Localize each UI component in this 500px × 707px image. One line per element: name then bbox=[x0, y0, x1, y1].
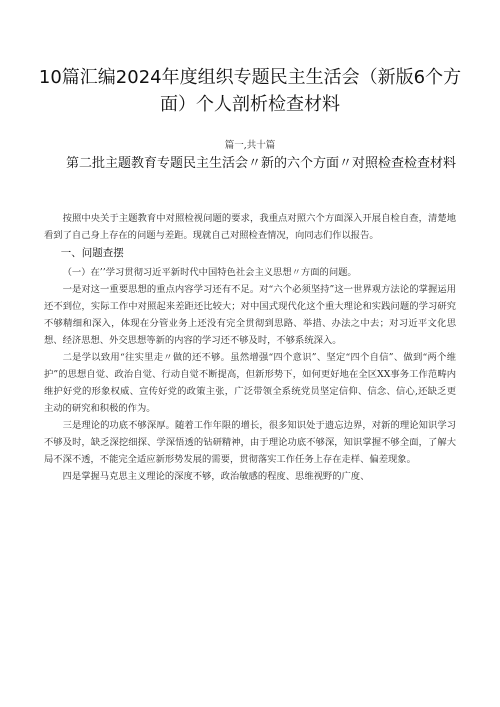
paragraph-4: 四是掌握马克思主义理论的深度不够，政治敏感的程度、思维视野的广度、 bbox=[62, 471, 370, 482]
subtitle: 篇一,共十篇 bbox=[224, 140, 276, 151]
intro-paragraph: 按照中央关于主题教育中对照检视问题的要求，我重点对照六个方面深入开展自检自查，清楚地看到了自己身上存在的问题与差距。现就自己对照检查情况，向同志们作以报告。 bbox=[44, 213, 456, 241]
paragraph-1: 一是对这一重要思想的重点内容学习还有不足。对“六个必须坚持”这一世界观方法论的掌握运用还不到位，实际工作中对照起来差距还比较大；对中国式现代化这个重大理论和实践问题的学习研究不够精细和深入，体现在分管业务上还没有完全贯彻到思路、举措、办法之中去；对习近平文化思想、经济思想、外交思想等新的内容的学习还不够及时，不够系统深入。 bbox=[44, 284, 456, 346]
sub-heading-study: （一）在’’学习贯彻习近平新时代中国特色社会主义思想〃方面的问题。 bbox=[62, 267, 357, 278]
section-title: 第二批主题教育专题民主生活会〃新的六个方面〃对照检查检查材料 bbox=[65, 156, 456, 171]
paragraph-2: 二是学以致用“往实里走〃做的还不够。虽然增强“四个意识”、坚定“四个自信”、做到“两个维护”的思想自觉、政治自觉、行动自觉不断提高，但新形势下，如何更好地在全区XX事务工作范畴内维护好党的形象权威、宣传好党的政策主张，广泛带领全系统党员坚定信仰、信念、信心,还缺乏更主动的研究和积极的作为。 bbox=[44, 352, 456, 414]
heading-problems: 一、问题查摆 bbox=[60, 247, 124, 259]
main-title: 10篇汇编2024年度组织专题民主生活会（新版6个方面）个人剖析检查材料 bbox=[38, 67, 462, 115]
document-body bbox=[44, 210, 456, 485]
paragraph-3: 三是理论的功底不够深厚。随着工作年限的增长，很多知识处于遗忘边界，对新的理论知识学习不够及时，缺乏深挖细探、学深悟透的钻研精神，由于理论功底不够深，知识掌握不够全面，了解大局不深不透，不能完全适应新形势发展的需要，贯彻落实工作任务上存在走样、偏差现象。 bbox=[44, 420, 456, 465]
